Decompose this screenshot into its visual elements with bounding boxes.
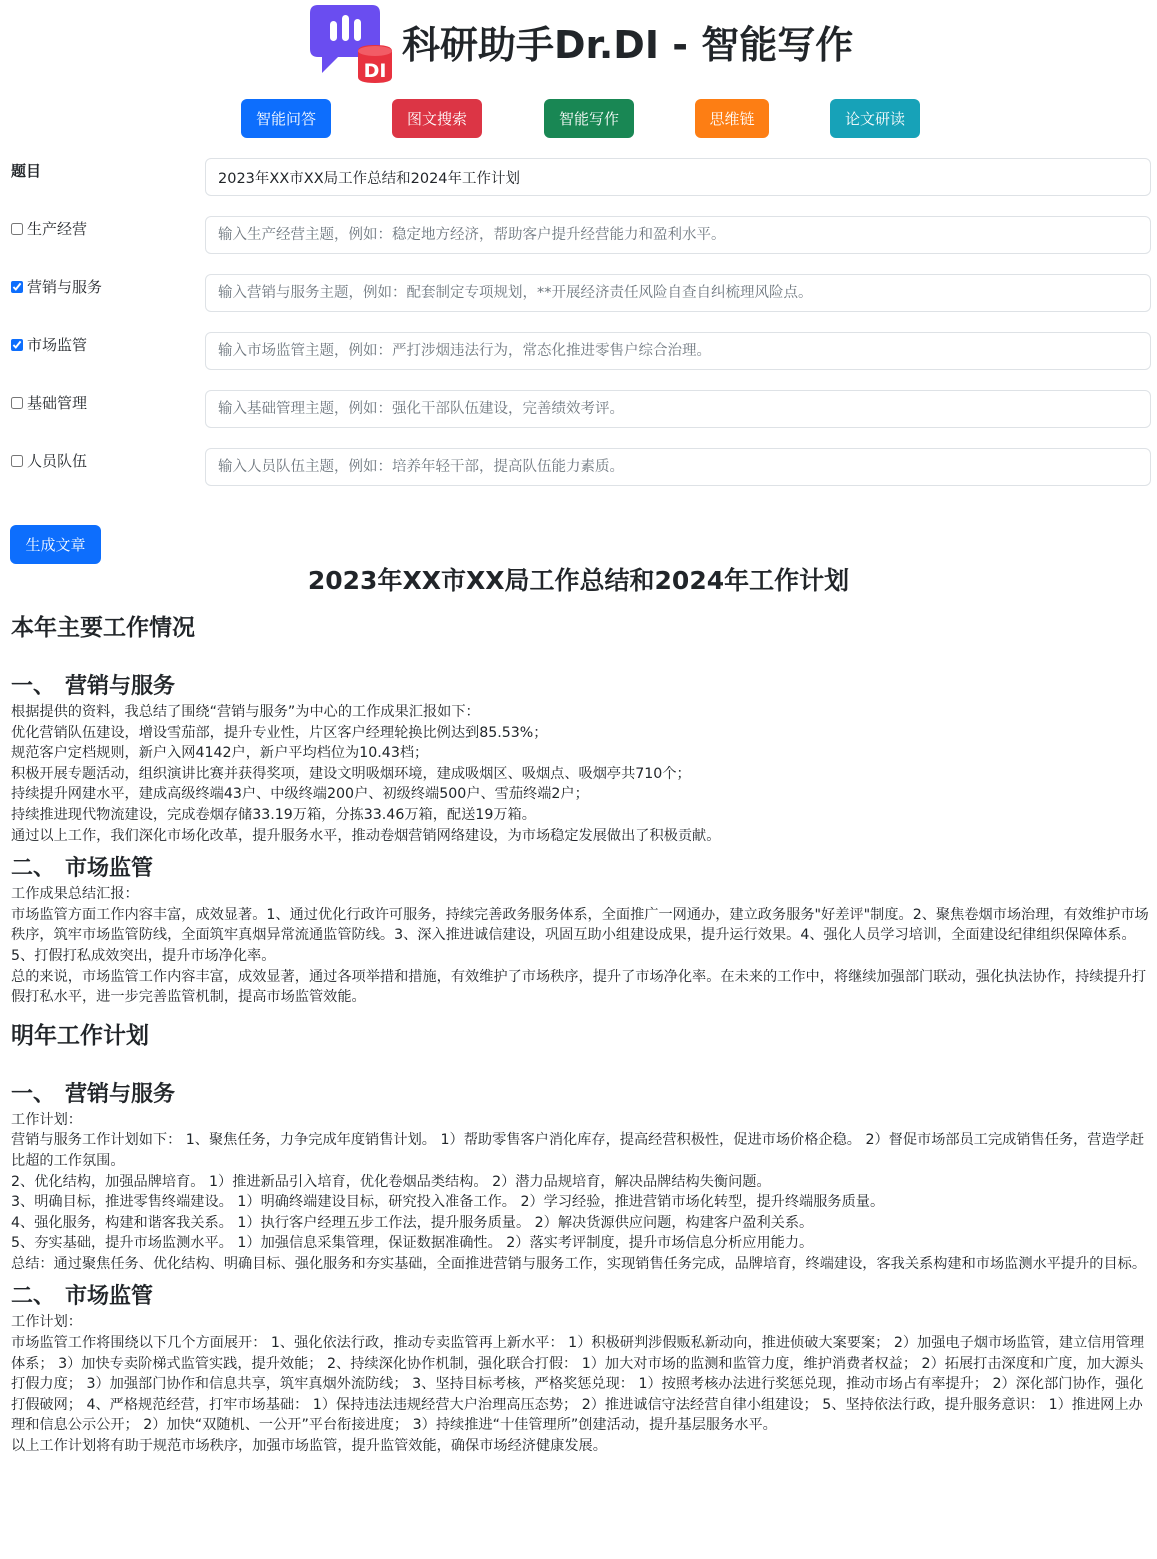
summary-section-title [11, 672, 1149, 702]
section-number: 二、 [11, 856, 56, 882]
production-label[interactable] [11, 218, 87, 239]
paragraph: 通过以上工作，我们深化市场化改革，提升服务水平，推动卷烟营销网络建设，为市场稳定发展做出了积极贡献。 [11, 827, 721, 844]
topic-row-personnel [0, 448, 1157, 488]
plan-heading: 明年工作计划 [11, 1022, 149, 1049]
app-header [0, 0, 1157, 82]
supervision-checkbox[interactable] [11, 339, 23, 351]
paragraph: 3、明确目标，推进零售终端建设。 1）明确终端建设目标，研究投入准备工作。 2）学习经验，推进营销市场化转型，提升终端服务质量。 [11, 1194, 885, 1211]
app-logo-icon [308, 3, 392, 83]
marketing-label-text: 营销与服务 [27, 278, 103, 296]
production-checkbox[interactable] [11, 223, 23, 235]
paragraph: 市场监管工作将围绕以下几个方面展开： 1、强化依法行政，推动专卖监管再上新水平： 1）积极研判涉假贩私新动向，推进侦破大案要案； 2）加强电子烟市场监管，建立信用管理体系； 3）加快专卖阶梯式监管实践，提升效能； 2、持续深化协作机制，强化联合打假： 1）加大对市场的监测和监管力度，维护消费者权益； 2）拓展打击深度和广度，加大源头打假力度； 3）加强部门协作和信息共享，筑牢真烟外流防线； 3、坚持目标考核，严格奖惩兑现： 1）按照考核办法进行奖惩兑现，推动市场占有率提升； 2）深化部门协作，强化打假破网； 4、严格规范经营，打牢市场基础： 1）保持违法违规经营大户治理高压态势； 2）推进诚信守法经营自律小组建设； 5、坚持依法行政，提升服务意识： 1）推进网上办理和信息公示公开； 2）加快“双随机、一公开”平台衔接进度； 3）持续推进“十佳管理所”创建活动，提升基层服务水平。 [11, 1335, 1145, 1434]
paragraph: 总结：通过聚焦任务、优化结构、明确目标、强化服务和夯实基础，全面推进营销与服务工作，实现销售任务完成，品牌培育，终端建设，客我关系构建和市场监测水平提升的目标。 [11, 1255, 1147, 1272]
summary-section-body [11, 702, 1149, 846]
paragraph: 工作计划： [11, 1111, 82, 1128]
section-name: 营销与服务 [65, 1081, 176, 1107]
title-row [0, 158, 1157, 198]
personnel-label[interactable] [11, 450, 87, 471]
management-label[interactable] [11, 392, 87, 413]
paragraph: 优化营销队伍建设，增设雪茄部，提升专业性，片区客户经理轮换比例达到85.53%； [11, 724, 548, 741]
topic-row-management [0, 390, 1157, 430]
section-number: 一、 [11, 674, 56, 699]
nav-smart-writing-button[interactable]: 智能写作 [544, 99, 634, 138]
summary-section-title [11, 854, 1149, 884]
nav-qa-button[interactable]: 智能问答 [241, 99, 331, 138]
topic-row-production [0, 216, 1157, 256]
plan-section-title [11, 1080, 1149, 1110]
logo-badge-text: DI [363, 60, 387, 82]
plan-section-body [11, 1110, 1149, 1275]
paragraph: 总的来说，市场监管工作内容丰富，成效显著，通过各项举措和措施，有效维护了市场秩序，提升了市场净化率。在未来的工作中，将继续加强部门联动，强化执法协作，持续提升打假打私水平，进一步完善监管机制，提高市场监管效能。 [11, 968, 1147, 1006]
title-input[interactable] [205, 158, 1151, 196]
title-label: 题目 [11, 162, 42, 180]
plan-section-body [11, 1312, 1149, 1456]
article-title: 2023年XX市XX局工作总结和2024年工作计划 [307, 566, 850, 595]
section-name: 市场监管 [65, 856, 154, 882]
nav-image-search-button[interactable]: 图文搜索 [392, 99, 482, 138]
paragraph: 积极开展专题活动，组织演讲比赛并获得奖项，建设文明吸烟环境，建成吸烟区、吸烟点、吸烟亭共710个； [11, 765, 691, 782]
marketing-input[interactable] [205, 274, 1151, 312]
production-input[interactable] [205, 216, 1151, 254]
plan-section-title [11, 1282, 1149, 1312]
paragraph: 以上工作计划将有助于规范市场秩序，加强市场监管，提升监管效能，确保市场经济健康发展。 [11, 1438, 607, 1455]
management-checkbox[interactable] [11, 397, 23, 409]
supervision-label[interactable] [11, 334, 87, 355]
topic-row-marketing [0, 274, 1157, 314]
paragraph: 持续推进现代物流建设，完成卷烟存储33.19万箱，分拣33.46万箱，配送19万箱。 [11, 806, 536, 823]
section-name: 市场监管 [65, 1284, 154, 1310]
paragraph: 工作计划： [11, 1314, 82, 1331]
supervision-input[interactable] [205, 332, 1151, 370]
paragraph: 市场监管方面工作内容丰富，成效显著。1、通过优化行政许可服务，持续完善政务服务体系，全面推广一网通办，建立政务服务"好差评"制度。2、聚焦卷烟市场治理，有效维护市场秩序，筑牢市场监管防线，全面筑牢真烟异常流通监管防线。3、深入推进诚信建设，巩固互助小组建设成果，提升运行效果。4、强化人员学习培训，全面建设纪律组织保障体系。5、打假打私成效突出，提升市场净化率。 [11, 906, 1149, 964]
production-label-text: 生产经营 [27, 220, 88, 238]
personnel-checkbox[interactable] [11, 455, 23, 467]
section-number: 二、 [11, 1284, 56, 1310]
personnel-label-text: 人员队伍 [27, 452, 88, 470]
paragraph: 营销与服务工作计划如下： 1、聚焦任务，力争完成年度销售计划。 1）帮助零售客户消化库存，提高经营积极性，促进市场价格企稳。 2）督促市场部员工完成销售任务，营造学赶比超的工作氛围。 [11, 1132, 1145, 1169]
marketing-checkbox[interactable] [11, 281, 23, 293]
paragraph: 规范客户定档规则，新户入网4142户，新户平均档位为10.43档； [11, 745, 429, 762]
app-title: 科研助手Dr.DI - 智能写作 [402, 23, 854, 67]
marketing-label[interactable] [11, 276, 102, 297]
topic-row-supervision [0, 332, 1157, 372]
supervision-label-text: 市场监管 [27, 336, 88, 354]
management-input[interactable] [205, 390, 1151, 428]
paragraph: 工作成果总结汇报： [11, 886, 139, 903]
paragraph: 根据提供的资料，我总结了围绕“营销与服务”为中心的工作成果汇报如下： [11, 704, 480, 720]
main-nav [0, 99, 1157, 139]
paragraph: 4、强化服务，构建和谐客我关系。 1）执行客户经理五步工作法，提升服务质量。 2）解决货源供应问题，构建客户盈利关系。 [11, 1214, 814, 1231]
summary-section-body [11, 884, 1149, 1008]
section-number: 一、 [11, 1081, 56, 1107]
paragraph: 5、夯实基础，提升市场监测水平。 1）加强信息采集管理，保证数据准确性。 2）落实考评制度，提升市场信息分析应用能力。 [11, 1235, 814, 1252]
paragraph: 持续提升网建水平，建成高级终端43户、中级终端200户、初级终端500户、雪茄终端2户； [11, 786, 589, 803]
personnel-input[interactable] [205, 448, 1151, 486]
management-label-text: 基础管理 [27, 394, 88, 412]
nav-paper-reading-button[interactable]: 论文研读 [830, 99, 920, 138]
generated-article [11, 562, 1149, 1457]
generate-article-button[interactable]: 生成文章 [10, 525, 101, 564]
nav-chain-of-thought-button[interactable]: 思维链 [695, 99, 769, 138]
paragraph: 2、优化结构，加强品牌培育。 1）推进新品引入培育，优化卷烟品类结构。 2）潜力品规培育，解决品牌结构失衡问题。 [11, 1173, 771, 1190]
summary-heading: 本年主要工作情况 [11, 615, 195, 641]
section-name: 营销与服务 [65, 674, 176, 699]
